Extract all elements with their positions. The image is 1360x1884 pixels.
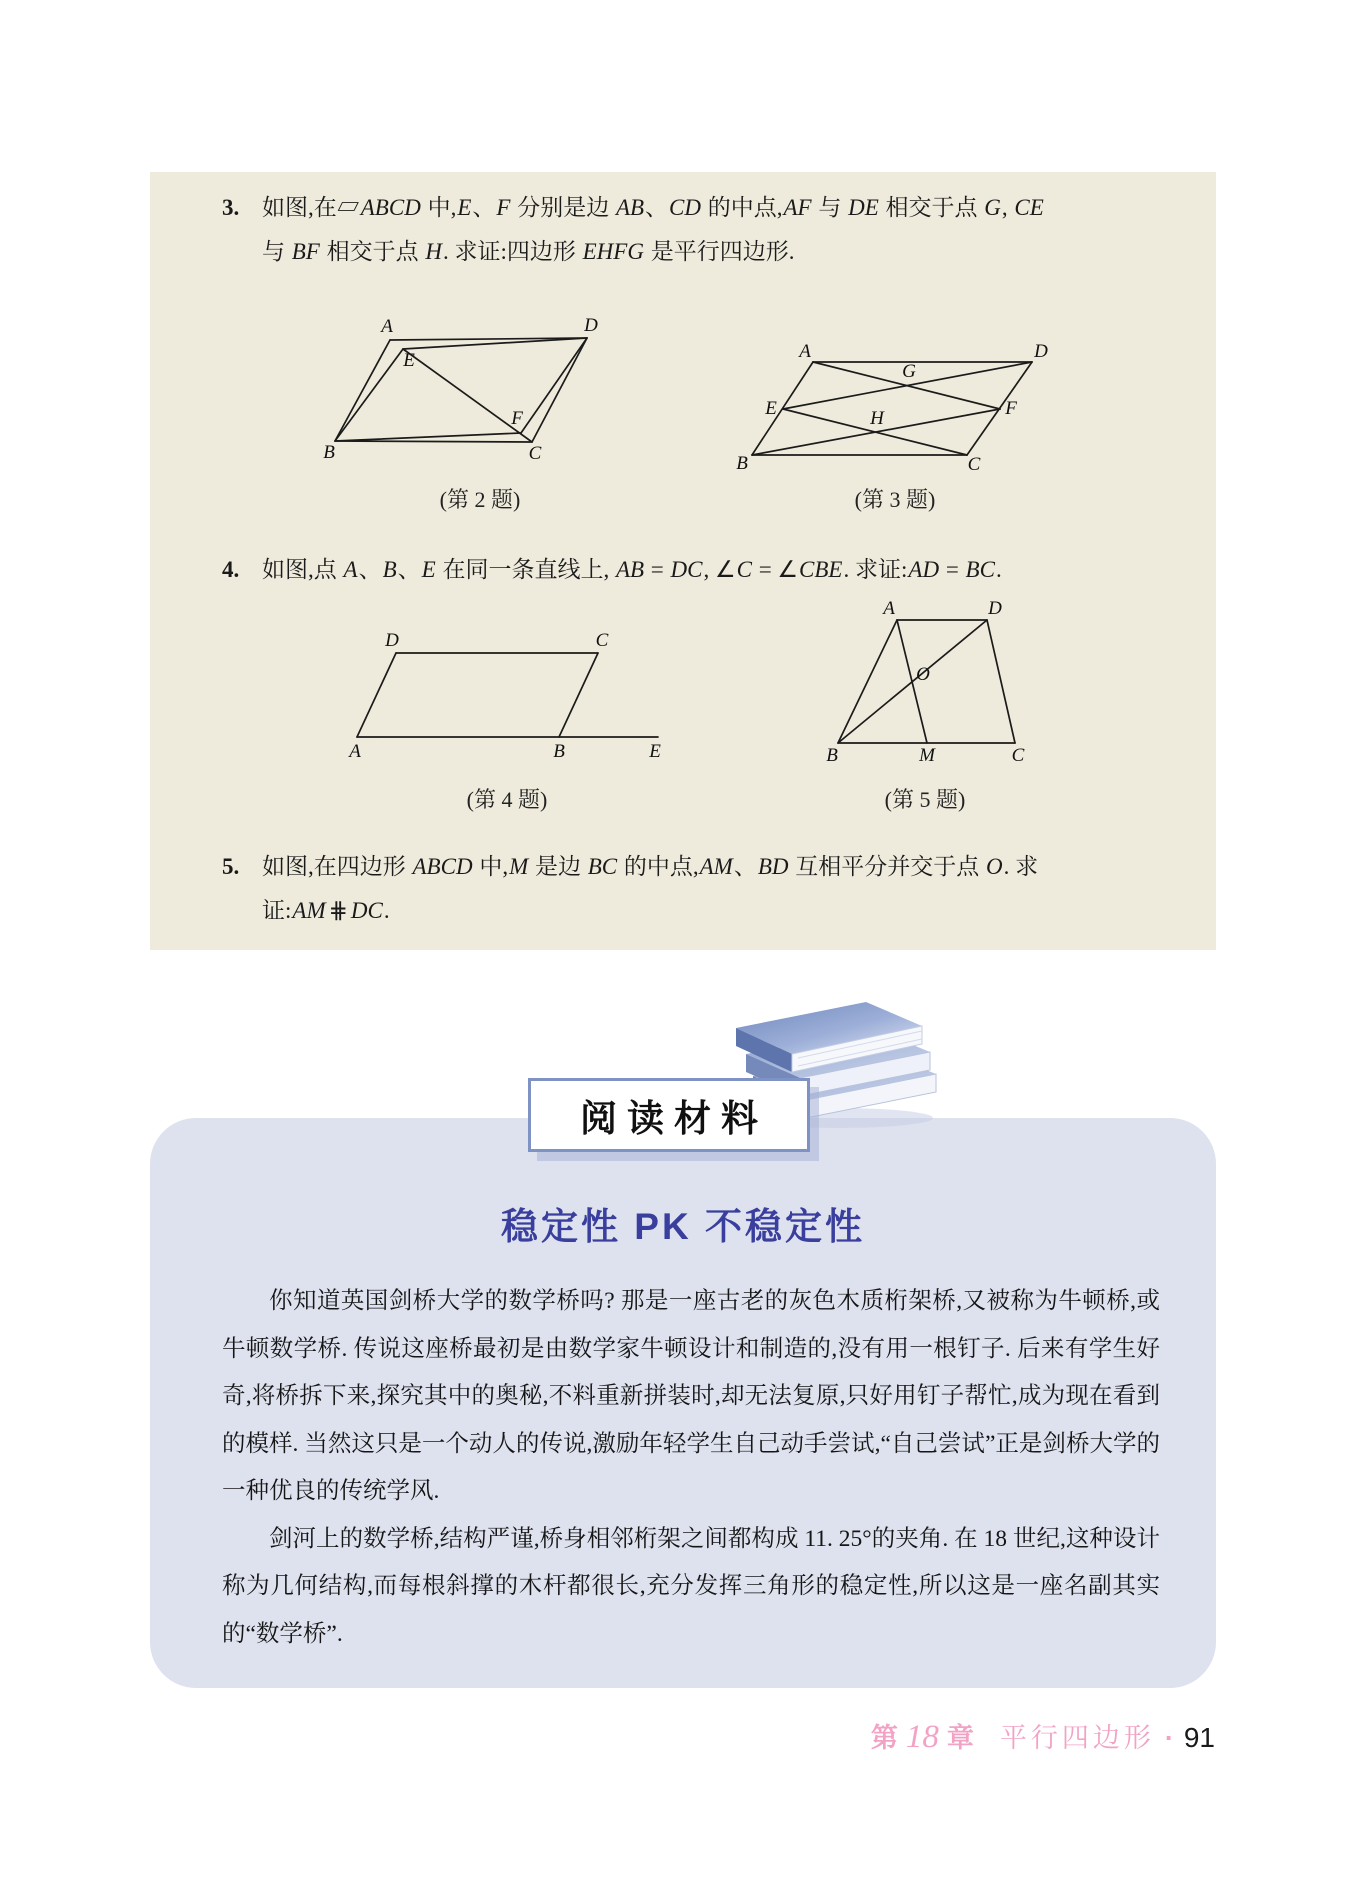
figure-vertex-label: D: [584, 315, 598, 336]
problem-text-line: 如图,在四边形 ABCD 中,M 是边 BC 的中点,AM、BD 互相平分并交于点 O. 求: [262, 854, 1039, 879]
figure-segment: [987, 620, 1015, 743]
figure-segment: [838, 620, 987, 743]
figure-vertex-label: C: [1011, 745, 1025, 766]
problem-4-text: [262, 548, 1002, 592]
figure-3-caption: (第 3 题): [854, 487, 936, 512]
problem-3-number: 3.: [222, 195, 240, 220]
figure-vertex-label: A: [883, 598, 895, 619]
figure-segment: [335, 340, 390, 441]
figure-segment: [335, 349, 403, 441]
figure-problem-5-quadrilateral: [812, 595, 1037, 767]
figure-vertex-label: F: [1005, 398, 1017, 419]
page-footer: [871, 1716, 1215, 1756]
figure-vertex-label: B: [553, 741, 565, 762]
footer-chapter-label: 第: [870, 1723, 898, 1753]
figure-segment: [838, 620, 897, 743]
problem-5-text: [262, 845, 1038, 933]
figure-vertex-label: E: [765, 398, 777, 419]
reading-title: 稳定性 PK 不稳定性: [501, 1206, 865, 1247]
reading-paragraph-2: 剑河上的数学桥,结构严谨,桥身相邻桁架之间都构成 11. 25°的夹角. 在 18 世纪,这种设计称为几何结构,而每根斜撑的木杆都很长,充分发挥三角形的稳定性,所以这是一座名副其实的“数学桥”.: [222, 1525, 1160, 1647]
figure-5-caption: (第 5 题): [884, 787, 966, 812]
problem-4-number: 4.: [222, 557, 240, 582]
figure-segment: [559, 653, 598, 737]
problem-text-line: 证:AM ⋕ DC.: [262, 898, 390, 923]
figure-vertex-label: D: [988, 598, 1002, 619]
reading-paragraph-1: 你知道英国剑桥大学的数学桥吗? 那是一座古老的灰色木质桁架桥,又被称为牛顿桥,或牛顿数学桥. 传说这座桥最初是由数学家牛顿设计和制造的,没有用一根钉子. 后来有学生好奇,将桥拆下来,探究其中的奥秘,不料重新拼装时,却无法复原,只好用钉子帮忙,成为现在看到的模样. 当然这只是一个动人的传说,激励年轻学生自己动手尝试,“自己尝试”正是剑桥大学的一种优良的传统学风.: [222, 1288, 1160, 1504]
problem-5-number: 5.: [222, 854, 240, 879]
footer-chapter-title: 平行四边形: [999, 1723, 1155, 1753]
problem-text-line: 如图,在▱ABCD 中,E、F 分别是边 AB、CD 的中点,AF 与 DE 相交于点 G, CE: [262, 195, 1044, 220]
figure-vertex-label: M: [919, 745, 935, 766]
figure-vertex-label: H: [870, 408, 884, 429]
reading-material-tab: [528, 1078, 810, 1152]
figure-vertex-label: A: [799, 341, 811, 362]
reading-body: [222, 1278, 1160, 1658]
problem-3: [222, 186, 1045, 274]
footer-chapter-suffix: 章: [946, 1723, 974, 1753]
figure-vertex-label: C: [967, 454, 981, 475]
footer-separator-dot: ·: [1164, 1723, 1174, 1753]
figure-vertex-label: A: [349, 741, 361, 762]
figure-vertex-label: D: [385, 630, 399, 651]
figure-vertex-label: F: [511, 408, 523, 429]
problem-text-line: 如图,点 A、B、E 在同一条直线上, AB = DC, ∠C = ∠CBE. 求证:AD = BC.: [262, 557, 1002, 582]
problem-3-text: [262, 186, 1045, 274]
figure-vertex-label: C: [528, 443, 542, 464]
footer-chapter-number: 18: [905, 1719, 939, 1755]
figure-problem-4-parallelogram-line: [344, 632, 674, 762]
figure-vertex-label: D: [1034, 341, 1048, 362]
figure-vertex-label: E: [649, 741, 661, 762]
figure-vertex-label: B: [736, 453, 748, 474]
figure-vertex-label: G: [902, 361, 916, 382]
footer-page-number: 91: [1183, 1722, 1215, 1753]
figure-problem-2-parallelogram: [305, 315, 625, 470]
figure-segment: [521, 338, 587, 433]
figure-4-caption: (第 4 题): [466, 787, 548, 812]
figure-vertex-label: E: [403, 350, 415, 371]
figure-segment: [532, 338, 587, 442]
figure-problem-3-parallelogram: [733, 341, 1053, 476]
figure-vertex-label: B: [323, 442, 335, 463]
figure-vertex-label: C: [595, 630, 609, 651]
figure-segment: [335, 441, 532, 442]
figure-vertex-label: B: [826, 745, 838, 766]
problem-5: [222, 845, 1038, 933]
figure-vertex-label: O: [916, 664, 930, 685]
figure-segment: [335, 433, 521, 441]
figure-vertex-label: A: [381, 316, 393, 337]
problem-4: [222, 548, 1002, 592]
problem-text-line: 与 BF 相交于点 H. 求证:四边形 EHFG 是平行四边形.: [262, 239, 795, 264]
figure-2-caption: (第 2 题): [439, 487, 521, 512]
reading-material-tab-label: 阅读材料: [580, 1098, 768, 1139]
figure-segment: [357, 653, 396, 737]
